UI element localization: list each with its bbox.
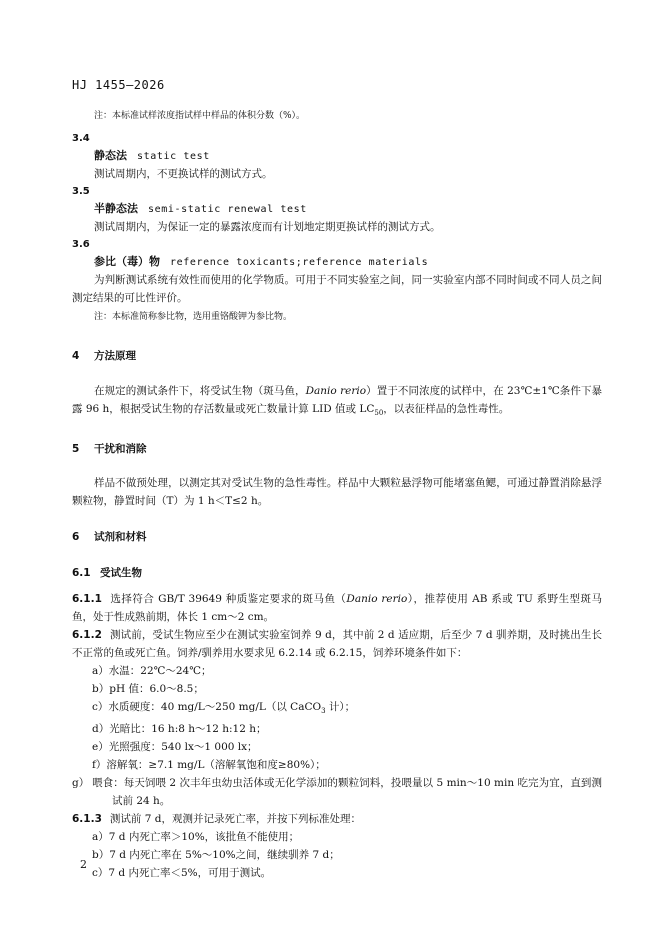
list-text: 7 d 内死亡率＜5%，可用于测试。: [108, 867, 272, 880]
section-title: 试剂和材料: [94, 531, 147, 544]
standard-code: HJ 1455—2026: [72, 78, 165, 92]
clause-number: 3.4: [72, 133, 90, 144]
species-name: Danio rerio: [305, 385, 367, 397]
list-item: [92, 662, 602, 680]
item-6-1-2: [72, 626, 602, 810]
list-marker: a）: [92, 831, 109, 844]
item-6-1-1: [72, 590, 602, 626]
list-marker: e）: [92, 741, 109, 754]
text-fragment: 选择符合 GB/T 39649 种质鉴定要求的斑马鱼（: [109, 593, 347, 606]
list-item: [92, 864, 602, 882]
list-text: 光照强度：540 lx～1 000 lx；: [108, 741, 258, 754]
term-definition: 测试周期内，为保证一定的暴露浓度而有计划地定期更换试样的测试方式。: [94, 221, 441, 233]
list-text: pH 值：6.0～8.5；: [109, 683, 204, 696]
list-marker: b）: [92, 683, 110, 696]
section-paragraph: [72, 382, 602, 422]
subsection-heading: [72, 564, 602, 582]
item-paragraph: [72, 810, 602, 828]
term-chinese: 半静态法: [94, 202, 138, 215]
text-fragment: 测试前 7 d，观测并记录死亡率，并按下列标准处理：: [109, 813, 361, 826]
list-text: 7 d 内死亡率在 5%～10%之间，继续驯养 7 d；: [109, 849, 340, 862]
species-name: Danio rerio: [346, 593, 408, 606]
term-english: reference toxicants;reference materials: [170, 257, 429, 268]
list-item: [92, 720, 602, 738]
item-paragraph: [72, 590, 602, 626]
term-definition: 为判断测试系统有效性而使用的化学物质。可用于不同实验室之间，同一实验室内部不同时间或不同人员之间测定结果的可比性评价。: [72, 274, 602, 304]
subsection-title: 受试生物: [100, 567, 142, 580]
condition-list: [72, 662, 602, 810]
section-number: 6: [72, 531, 80, 544]
term-english: static test: [137, 151, 210, 162]
term-english: semi-static renewal test: [148, 204, 307, 215]
clause-3-6: [72, 236, 602, 307]
text-fragment: ，以表征样品的急性毒性。: [383, 403, 510, 415]
list-marker: c）: [92, 867, 109, 880]
section-number: 4: [72, 350, 80, 362]
subscript: 50: [374, 409, 384, 418]
item-number: 6.1.2: [72, 629, 102, 642]
term-line: [72, 253, 602, 271]
list-text: 水温：22℃～24℃；: [108, 665, 212, 678]
section-paragraph: 样品不做预处理，以测定其对受试生物的急性毒性。样品中大颗粒悬浮物可能堵塞鱼鳃，可通过静置消除悬浮颗粒物，静置时间（T）为 1 h＜T≤2 h。: [72, 477, 602, 508]
text-fragment: 在规定的测试条件下，将受试生物（斑马鱼，: [94, 385, 306, 397]
text-fragment: ）置于不同浓度的试样中，在 23℃±1℃条件下暴露 96 h，根据受试生物的存活数量或死亡数量计算 LID 值或 LC: [72, 385, 603, 415]
list-item: [92, 698, 602, 720]
mortality-criteria-list: [72, 828, 602, 882]
note-reference-material: 注：本标准简称参比物，选用重铬酸钾为参比物。: [94, 312, 293, 322]
page-body: [72, 108, 602, 882]
clause-3-4: [72, 130, 602, 183]
item-6-1-3: [72, 810, 602, 882]
list-text: 计）；: [325, 701, 356, 714]
list-item: [92, 828, 602, 846]
list-marker: b）: [92, 849, 110, 862]
section-number: 5: [72, 443, 80, 456]
list-item: [92, 680, 602, 698]
term-line: [72, 147, 602, 165]
list-text: 光暗比：16 h:8 h～12 h:12 h；: [109, 723, 267, 736]
clause-number: 3.6: [72, 239, 90, 250]
page-number: 2: [80, 858, 87, 871]
item-number: 6.1.3: [72, 813, 102, 826]
section-4: [72, 347, 602, 422]
section-title: 干扰和消除: [94, 443, 147, 456]
list-text: 7 d 内死亡率＞10%，该批鱼不能使用；: [108, 831, 300, 844]
text-fragment: 测试前，受试生物应至少在测试实验室饲养 9 d，其中前 2 d 适应期，后至少 7 d 驯养期，及时挑出生长不正常的鱼或死亡鱼。饲养/驯养用水要求见 6.2.14 或 6.2.15，饲养环境条件如下：: [72, 629, 602, 660]
text-fragment: ），推荐使用 AB 系或 TU 系野生型斑马鱼，处于性成熟前期，体长 1 cm～2 cm。: [72, 593, 602, 624]
list-item: g） 喂食：每天饲喂 2 次丰年虫幼虫活体或无化学添加的颗粒饲料，投喂量以 5 min～10 min 吃完为宜，直到测试前 24 h。: [72, 777, 602, 808]
clause-number: 3.5: [72, 186, 90, 197]
list-item: [92, 738, 602, 756]
subsection-6-1: [72, 564, 602, 582]
section-title: 方法原理: [94, 350, 136, 362]
list-marker: a）: [92, 665, 109, 678]
list-marker: f）: [92, 759, 107, 772]
term-chinese: 静态法: [94, 149, 127, 162]
section-heading: [72, 440, 602, 458]
section-heading: [72, 347, 602, 365]
list-text: 水质硬度：40 mg/L～250 mg/L（以 CaCO: [108, 701, 322, 714]
subscript: 3: [321, 707, 326, 716]
term-definition: 测试周期内，不更换试样的测试方式。: [94, 168, 273, 180]
section-heading: [72, 528, 602, 546]
list-item: [92, 756, 602, 774]
note-sample-concentration: 注：本标准试样浓度指试样中样品的体积分数（%）。: [94, 111, 306, 121]
list-text: 喂食：每天饲喂 2 次丰年虫幼虫活体或无化学添加的颗粒饲料，投喂量以 5 min～10 min 吃完为宜，直到测试前 24 h。: [92, 777, 602, 808]
list-marker: c）: [92, 701, 109, 714]
item-number: 6.1.1: [72, 593, 102, 606]
list-item: [92, 846, 602, 864]
section-5: [72, 440, 602, 510]
list-marker: d）: [92, 723, 110, 736]
clause-3-5: [72, 183, 602, 236]
term-chinese: 参比（毒）物: [94, 255, 160, 268]
list-text: 溶解氧：≥7.1 mg/L（溶解氧饱和度≥80%）；: [106, 759, 326, 772]
item-paragraph: [72, 626, 602, 662]
subsection-number: 6.1: [72, 567, 91, 580]
section-6: [72, 528, 602, 546]
term-line: [72, 200, 602, 218]
